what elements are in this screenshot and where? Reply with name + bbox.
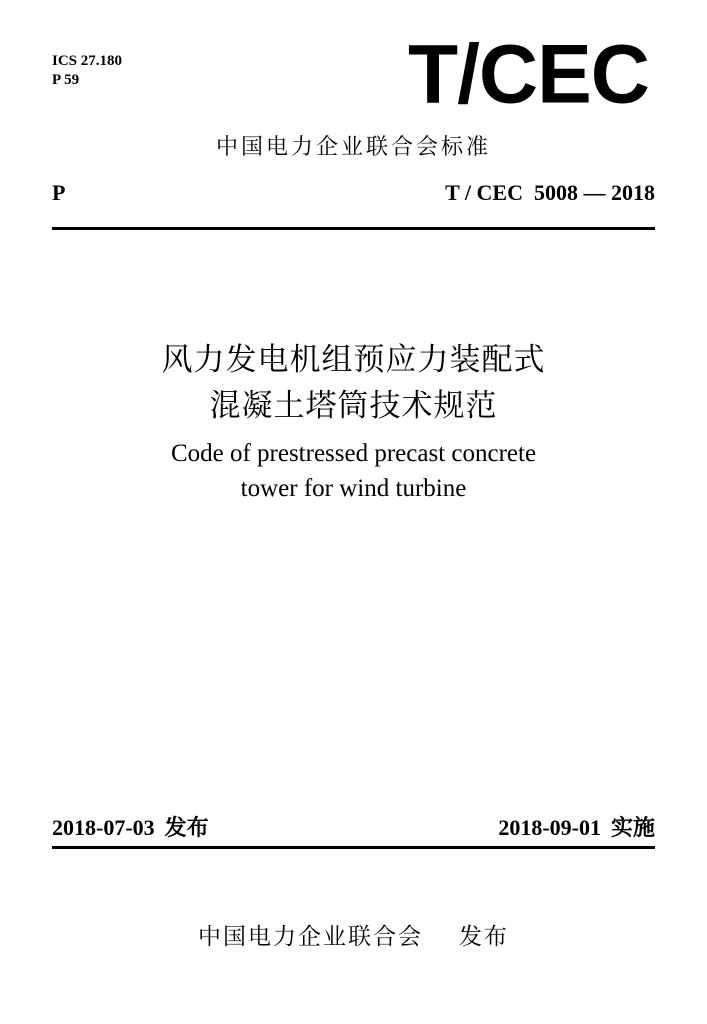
publish-label: 发布 bbox=[459, 924, 509, 950]
issue-date: 2018-07-03 bbox=[52, 815, 155, 840]
title-en-line-2: tower for wind turbine bbox=[240, 475, 467, 502]
title-cn-line-2: 混凝土塔筒技术规范 bbox=[209, 388, 498, 424]
brand-mark: T/CEC bbox=[408, 28, 649, 121]
title-cn-line-1: 风力发电机组预应力装配式 bbox=[161, 342, 546, 378]
standard-number: T / CEC 5008 — 2018 bbox=[445, 180, 655, 205]
ics-code: ICS 27.180 bbox=[52, 53, 123, 69]
implement-date-block bbox=[498, 811, 655, 842]
category-letter: P bbox=[52, 180, 66, 205]
top-divider bbox=[52, 227, 655, 230]
ics-block bbox=[52, 52, 122, 90]
title-en-line-1: Code of prestressed precast concrete bbox=[170, 440, 537, 467]
bottom-divider bbox=[52, 846, 655, 849]
classification-code: P 59 bbox=[52, 72, 80, 88]
publisher-name: 中国电力企业联合会 bbox=[198, 924, 423, 950]
implement-label: 实施 bbox=[610, 816, 655, 841]
organization-standard-label: 中国电力企业联合会标准 bbox=[215, 135, 491, 160]
issue-label: 发布 bbox=[164, 816, 209, 841]
publisher-line bbox=[0, 918, 707, 951]
implement-date: 2018-09-01 bbox=[498, 815, 601, 840]
issue-date-block bbox=[52, 811, 209, 842]
